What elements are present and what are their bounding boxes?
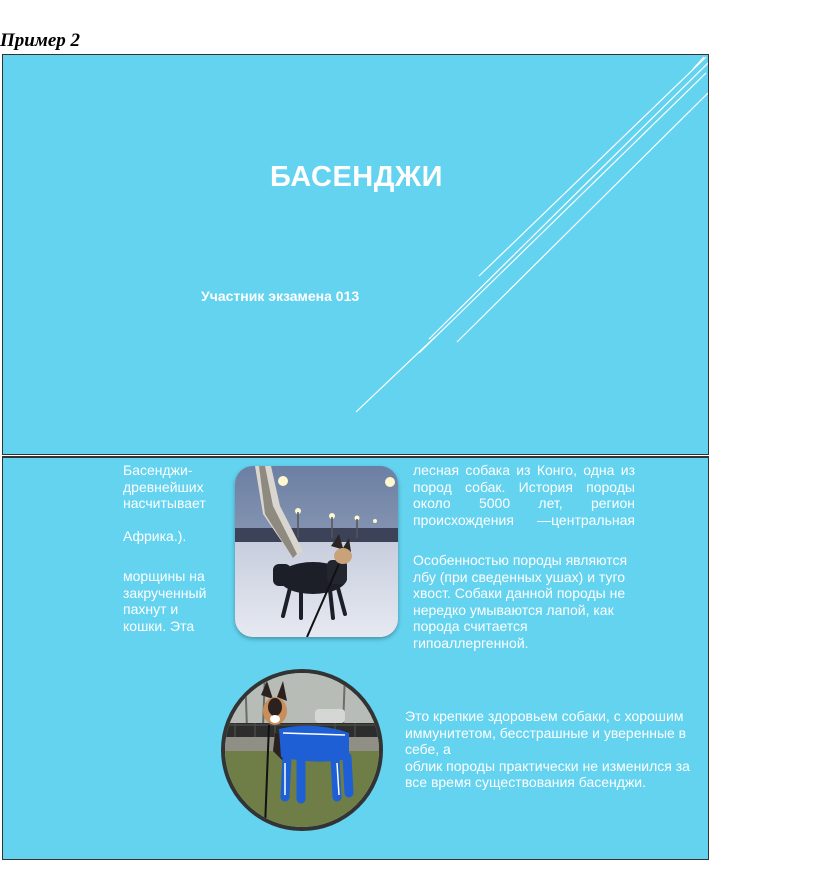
right-text-line: происхождения —центральная	[413, 511, 635, 528]
bottom-text-line: Это крепкие здоровьем собаки, с хорошим	[405, 708, 684, 724]
left-text-line: морщины на	[123, 568, 205, 584]
left-text-line: Африка.).	[123, 528, 187, 544]
bottom-text-line: облик породы практически не изменился за	[405, 757, 690, 774]
title-slide	[2, 54, 709, 455]
left-text-line: древнейших	[123, 478, 204, 495]
slide-title: БАСЕНДЖИ	[270, 161, 443, 193]
right-text-line: порода считается	[413, 618, 528, 634]
content-slide	[2, 456, 709, 860]
right-text-line: лесная собака из Конго, одна из	[413, 462, 635, 478]
right-text-line: гипоаллергенной.	[413, 634, 529, 651]
decorative-lines	[3, 55, 709, 455]
right-text-line: хвост. Собаки данной породы не	[413, 585, 626, 601]
right-text-line: лбу (при сведенных ушах) и туго	[413, 568, 626, 585]
right-text-line: пород собак. История породы	[413, 478, 635, 495]
right-text-line: около 5000 лет, регион	[413, 495, 635, 511]
dog-winter-photo	[235, 466, 398, 637]
left-text-line: насчитывает	[123, 495, 206, 511]
left-text-line: закрученный	[123, 584, 207, 601]
left-text-line: кошки. Эта	[123, 617, 195, 634]
bottom-text-line: себе, а	[405, 741, 451, 757]
right-text-line: нередко умываются лапой, как	[413, 601, 614, 618]
example-heading: Пример 2	[0, 30, 81, 51]
slide-subtitle: Участник экзамена 013	[201, 288, 360, 304]
right-text-line: Особенностью породы являются	[413, 552, 628, 568]
left-text-line: пахнут и	[123, 601, 179, 617]
left-text-line: Басенджи-	[123, 462, 193, 478]
dog-blue-suit-photo	[221, 669, 383, 831]
bottom-text-line: иммунитетом, бесстрашные и уверенные в	[405, 724, 687, 741]
bottom-text-line: все время существования басенджи.	[405, 774, 647, 790]
